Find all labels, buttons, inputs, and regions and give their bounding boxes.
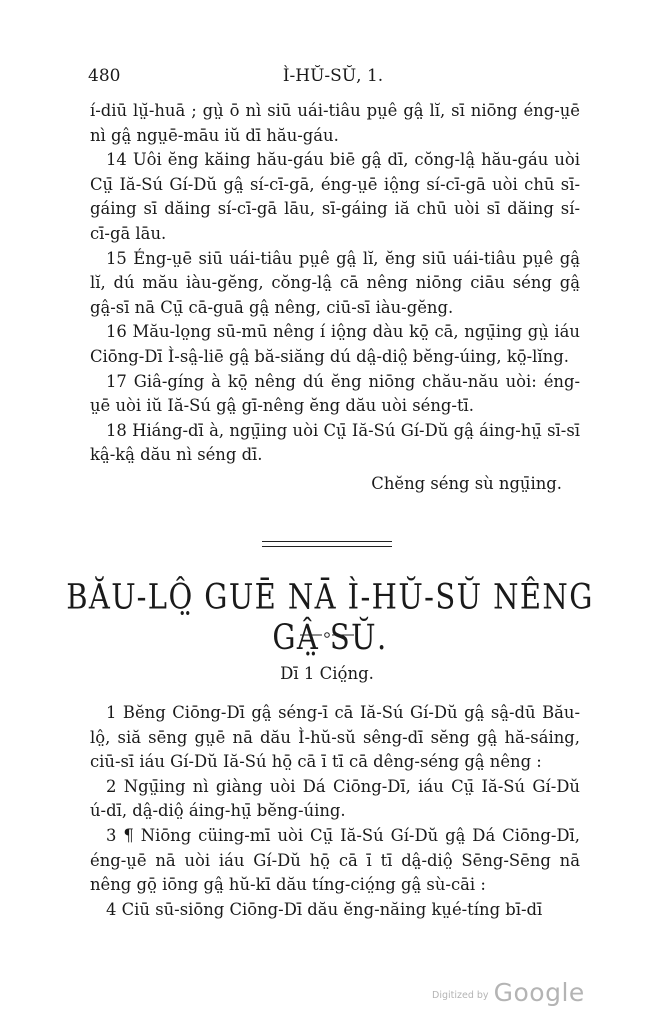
paragraph: í-diū lṳ̆-huā ; gṳ̀ ō nì siū uái-tiâu pṳê gâ̤ lĭ, sī niōng éng-ṳē nì gâ̤ ngṳē-māu iŭ dī hău-gáu.	[90, 101, 580, 145]
divider-rule-bottom	[262, 546, 392, 547]
verse-4: 4 Ciū sū-siōng Ciōng-Dī dău ĕng-năing kṳé-tíng bī-dī	[106, 899, 543, 919]
previous-book-text	[90, 99, 580, 497]
ornament-divider	[300, 631, 354, 639]
digitized-watermark	[432, 978, 585, 1007]
signoff: Chĕng séng sù ngṳ̄ing.	[371, 473, 562, 493]
chapter-heading: Dī 1 Ció̤ng.	[280, 664, 374, 683]
verse-16: 16 Mău-lo̤ng sū-mū nêng í iô̤ng dàu kō̤ cā, ngṳ̄ing gṳ̀ iáu Ciōng-Dī Ì-sâ̤-liē gâ̤ bă-siăng dú dâ̤-diô̤ bĕng-úing, kō̤-lĭng.	[90, 322, 580, 366]
book-title: BĂU-LÔ̤ GUĒ NĀ Ì-HŬ-SŬ NÊNG GÂ̤ SŬ.	[66, 576, 594, 658]
running-title: Ì-HŬ-SŬ, 1.	[282, 66, 384, 86]
verse-18: 18 Hiáng-dī à, ngṳ̄ing uòi Cṳ̄ Iă-Sú Gí-Dŭ gâ̤ áing-hṳ̄ sī-sī kâ̤-kâ̤ dău nì séng dī.	[90, 420, 580, 465]
verse-1: 1 Bĕng Ciōng-Dī gâ̤ séng-ī cā Iă-Sú Gí-Dŭ gâ̤ sâ̤-dū Bău-lô̤, siă sēng gṳē nā dău Ì-hŭ-sŭ sêng-dī sĕng gâ̤ hă-sáing, ciū-sī iáu Gí-Dŭ Iă-Sú hō̤ cā ī tī cā dêng-séng gâ̤ nêng :	[90, 703, 580, 772]
verse-14: 14 Uôi ĕng kăing hău-gáu biē gâ̤ dī, cŏng-lâ̤ hău-gáu uòi Cṳ̄ Iă-Sú Gí-Dŭ gâ̤ sí-cī-gā, éng-ṳē iô̤ng sí-cī-gā uòi chū sī-gáing sī dăing sí-cī-gā lāu, sī-gáing iă chū uòi sī dăing sí-cī-gā lāu.	[90, 150, 580, 243]
watermark-prefix: Digitized by	[432, 990, 489, 1001]
google-logo: Google	[493, 978, 585, 1007]
verse-2: 2 Ngṳ̄ing nì giàng uòi Dá Ciōng-Dī, iáu Cṳ̄ Iă-Sú Gí-Dŭ ú-dī, dâ̤-diô̤ áing-hṳ̄ bĕng-úing.	[90, 776, 580, 821]
divider-rule-top	[262, 541, 392, 542]
verse-3: 3 ¶ Niōng cüing-mī uòi Cṳ̄ Iă-Sú Gí-Dŭ gâ̤ Dá Ciōng-Dī, éng-ṳē nā uòi iáu Gí-Dŭ hō̤ cā ī tī dâ̤-diô̤ Sēng-Sēng nā nêng gō̤ iōng gâ̤ hŭ-kī dău tíng-ció̤ng gâ̤ sù-cāi :	[90, 825, 580, 895]
page-number: 480	[88, 66, 121, 86]
verse-17: 17 Giâ-gíng à kō̤ nêng dú ĕng niōng chău-nău uòi: éng-ṳē uòi iŭ Iă-Sú gâ̤ gī-nêng ĕng dău uòi séng-tī.	[90, 371, 580, 416]
chapter-text	[90, 701, 580, 922]
verse-15: 15 Éng-ṳē siū uái-tiâu pṳê gâ̤ lĭ, ĕng siū uái-tiâu pṳê gâ̤ lĭ, dú mău iàu-gĕng, cŏng-lâ̤ cā nêng niōng ciāu séng gâ̤ gâ̤-sī nā Cṳ̄ cā-guā gâ̤ nêng, ciū-sī iàu-gĕng.	[90, 248, 580, 317]
